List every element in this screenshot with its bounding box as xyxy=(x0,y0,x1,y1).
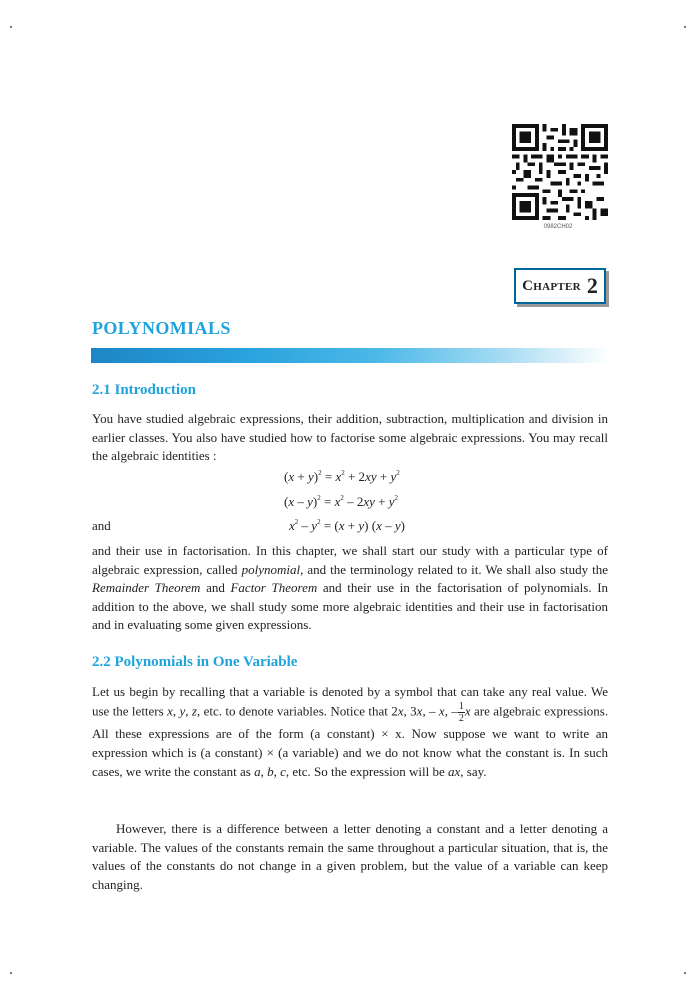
para-text: etc. So the expression will be xyxy=(292,764,445,779)
section-2-paragraph-2: However, there is a difference between a letter denoting a constant and a letter denoting a variable. The values of the constants remain the same throughout a particular situation, that is, the values of the constants do not change in a given problem, but the value of a variable can keep changing. xyxy=(92,821,608,892)
section-heading-introduction: 2.1 Introduction xyxy=(92,382,196,398)
term-polynomial: polynomial, xyxy=(241,561,304,577)
corner-mark-top-left xyxy=(10,26,12,28)
para-text: Let us begin by recalling that a variable is denoted by a symbol that can take any real value. We use the letters xyxy=(92,684,608,719)
qr-code-label: 0982CH02 xyxy=(543,224,573,230)
chapter-label: Chapter xyxy=(522,277,581,294)
para-text: and their use in factorisation. In this chapter, we shall start our study with a particular type of algebraic expression, called xyxy=(92,543,608,577)
title-gradient-bar xyxy=(91,348,609,363)
para-text: are algebraic expressions. All these expressions are of the form (a constant) × x. Now suppose we want to write an expression which is (a constant) × (a variable) and we do not know what the constant is. In such cases, we write the constant as xyxy=(92,703,609,779)
para-text: say. xyxy=(466,764,487,779)
identity-3: $x^2 - y^2 = (x + y)$ (x – y) xyxy=(289,518,405,533)
intro-paragraph: You have studied algebraic expressions, their addition, subtraction, multiplication and division in earlier classes. You also have studied how to factorise some algebraic expressions. You may recall the algebraic identities : xyxy=(92,411,608,463)
corner-mark-top-right xyxy=(684,26,686,28)
chapter-number: 2 xyxy=(586,273,598,298)
fraction-one-half: $\frac{1}{2}$ xyxy=(458,701,464,724)
qr-code-image[interactable] xyxy=(512,124,608,220)
section-2-paragraph-1: Let us begin by recalling that a variable is denoted by a symbol that can take any real value. We use the letters x, y, z, etc. to denote variables. Notice that 2x, 3x, – x, – $\frac{1}{2}$ x are algebraic expressions. All these expressions are of the form (a constant) × x. Now suppose we want to write an expression which is (a constant) × (a variable) and we do not know what the constant is. In such cases, we write the constant as a, b, c, etc. So the expression will be ax, say. xyxy=(92,684,609,779)
corner-mark-bottom-right xyxy=(684,972,686,974)
corner-mark-bottom-left xyxy=(10,972,12,974)
para-text: and the terminology related to it. We shall also study the xyxy=(307,561,609,577)
term-remainder-theorem: Remainder Theorem xyxy=(92,580,201,595)
term-factor-theorem: Factor Theorem xyxy=(230,580,318,595)
para-text: and xyxy=(206,580,225,595)
para-text: etc. to denote variables. Notice that xyxy=(203,703,388,719)
para-text: and their use in the factorisation of polynomials. In addition to the above, we shall study some more algebraic identities and their use in factorisation and in evaluating some given expressions. xyxy=(92,580,609,632)
chapter-badge xyxy=(514,268,606,304)
identity-2: $(x - y)^2 = x^2 - 2xy + y^2$ xyxy=(284,494,399,509)
identity-1: $(x + y)^2 = x^2 + 2xy + y^2$ xyxy=(284,469,400,484)
chapter-title: POLYNOMIALS xyxy=(92,318,231,338)
section-1-paragraph xyxy=(92,542,608,635)
section-heading-polynomials-one-variable: 2.2 Polynomials in One Variable xyxy=(92,654,298,670)
identities-and-label: and xyxy=(92,518,111,533)
